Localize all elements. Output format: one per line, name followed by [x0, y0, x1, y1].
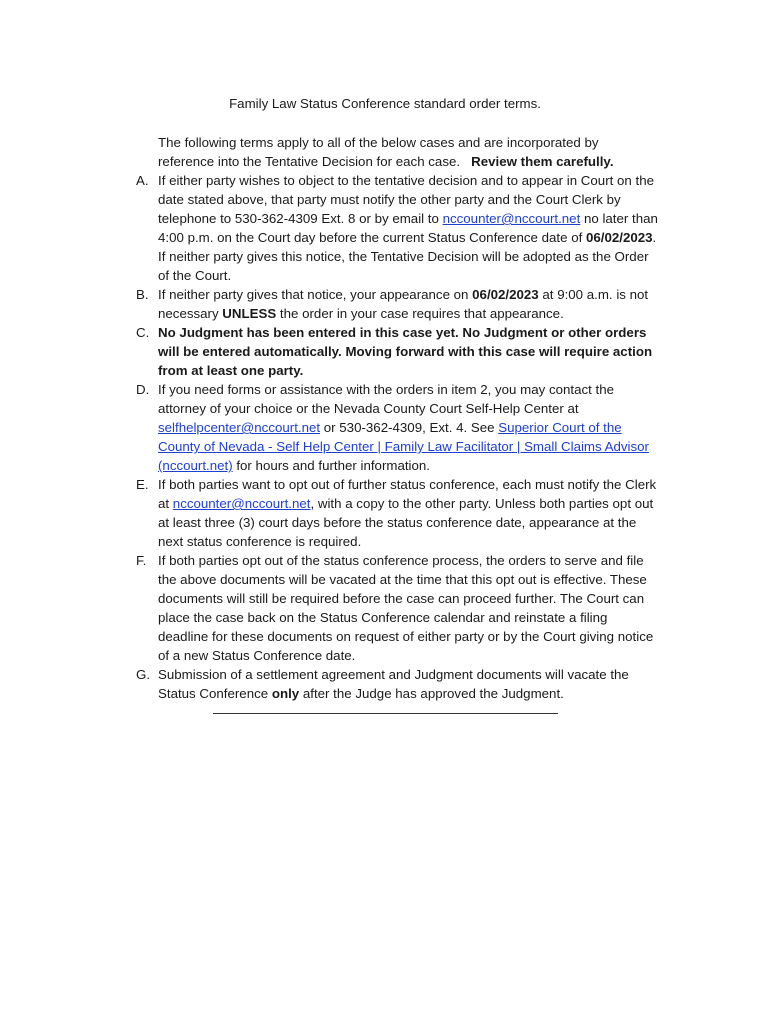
term-b-text-1: If neither party gives that notice, your appearance on: [158, 287, 473, 302]
clerk-email-link[interactable]: nccounter@nccourt.net: [172, 496, 311, 511]
selfhelp-email-link[interactable]: selfhelpcenter@nccourt.net: [158, 420, 321, 435]
term-g: [136, 665, 658, 703]
term-e-text-1: If both parties want to opt out of further status conference, each must notify the Clerk at: [158, 477, 657, 511]
term-f: [136, 551, 658, 665]
intro-emphasis: Review them carefully.: [471, 154, 614, 169]
term-g-text-2: after the Judge has approved the Judgment.: [299, 686, 564, 701]
term-letter: B.: [136, 287, 149, 302]
term-letter: G.: [136, 667, 151, 682]
term-c-text: No Judgment has been entered in this case yet. No Judgment or other orders will be entered automatically. Moving forward with this case will require action from at least one party.: [158, 325, 653, 378]
intro-text: The following terms apply to all of the below cases and are incorporated by reference into the Tentative Decision for each case.: [158, 135, 599, 169]
term-e: [136, 475, 658, 551]
term-f-text: If both parties opt out of the status conference process, the orders to serve and file the above documents will be vacated at the time that this opt out is effective. These documents will still be required before the case can proceed further. The Court can place the case back on the Status Conference calendar and reinstate a filing deadline for these documents on request of either party or by the Court giving notice of a new Status Conference date.: [158, 553, 654, 663]
appearance-date: 06/02/2023: [472, 287, 539, 302]
intro-paragraph: [158, 133, 658, 171]
term-c: [136, 323, 658, 380]
unless-emphasis: UNLESS: [222, 306, 277, 321]
signature-line: [213, 713, 558, 714]
term-g-text-1: Submission of a settlement agreement and Judgment documents will vacate the Status Conference: [158, 667, 629, 701]
nccounter-email-link[interactable]: nccounter@nccourt.net: [442, 211, 581, 226]
term-a-text-1: If either party wishes to object to the tentative decision and to appear in Court on the date stated above, that party must notify the other party and the Court Clerk by telephone to 530-362-4309 Ext. 8 or by email to: [158, 173, 654, 226]
term-b-text-3: the order in your case requires that appearance.: [276, 306, 564, 321]
term-a-text-2: no later than 4:00 p.m. on the Court day before the current Status Conference date of: [158, 211, 658, 245]
document-title: Family Law Status Conference standard order terms.: [229, 96, 541, 111]
terms-list: [136, 171, 658, 703]
term-d: [136, 380, 658, 475]
term-letter: C.: [136, 325, 150, 340]
term-a: [136, 171, 658, 285]
term-a-text-3: . If neither party gives this notice, the Tentative Decision will be adopted as the Order of the Court.: [158, 230, 657, 283]
term-b: [136, 285, 658, 323]
term-letter: F.: [136, 553, 147, 568]
term-b-text-2: at 9:00 a.m. is not necessary: [158, 287, 649, 321]
conference-date: 06/02/2023: [585, 230, 653, 245]
term-letter: A.: [136, 173, 149, 188]
only-emphasis: only: [271, 686, 300, 701]
self-help-center-link[interactable]: Superior Court of the County of Nevada - Self Help Center | Family Law Facilitator | Small Claims Advisor (nccourt.net): [158, 420, 649, 473]
term-d-text-3: for hours and further information.: [232, 458, 430, 473]
term-d-text-1: If you need forms or assistance with the orders in item 2, you may contact the attorney of your choice or the Nevada County Court Self-Help Center at: [158, 382, 615, 416]
term-letter: D.: [136, 382, 150, 397]
term-letter: E.: [136, 477, 149, 492]
term-d-text-2: or 530-362-4309, Ext. 4. See: [320, 420, 499, 435]
term-e-text-2: , with a copy to the other party. Unless both parties opt out at least three (3) court days before the status conference date, appearance at the next status conference is required.: [158, 496, 654, 549]
